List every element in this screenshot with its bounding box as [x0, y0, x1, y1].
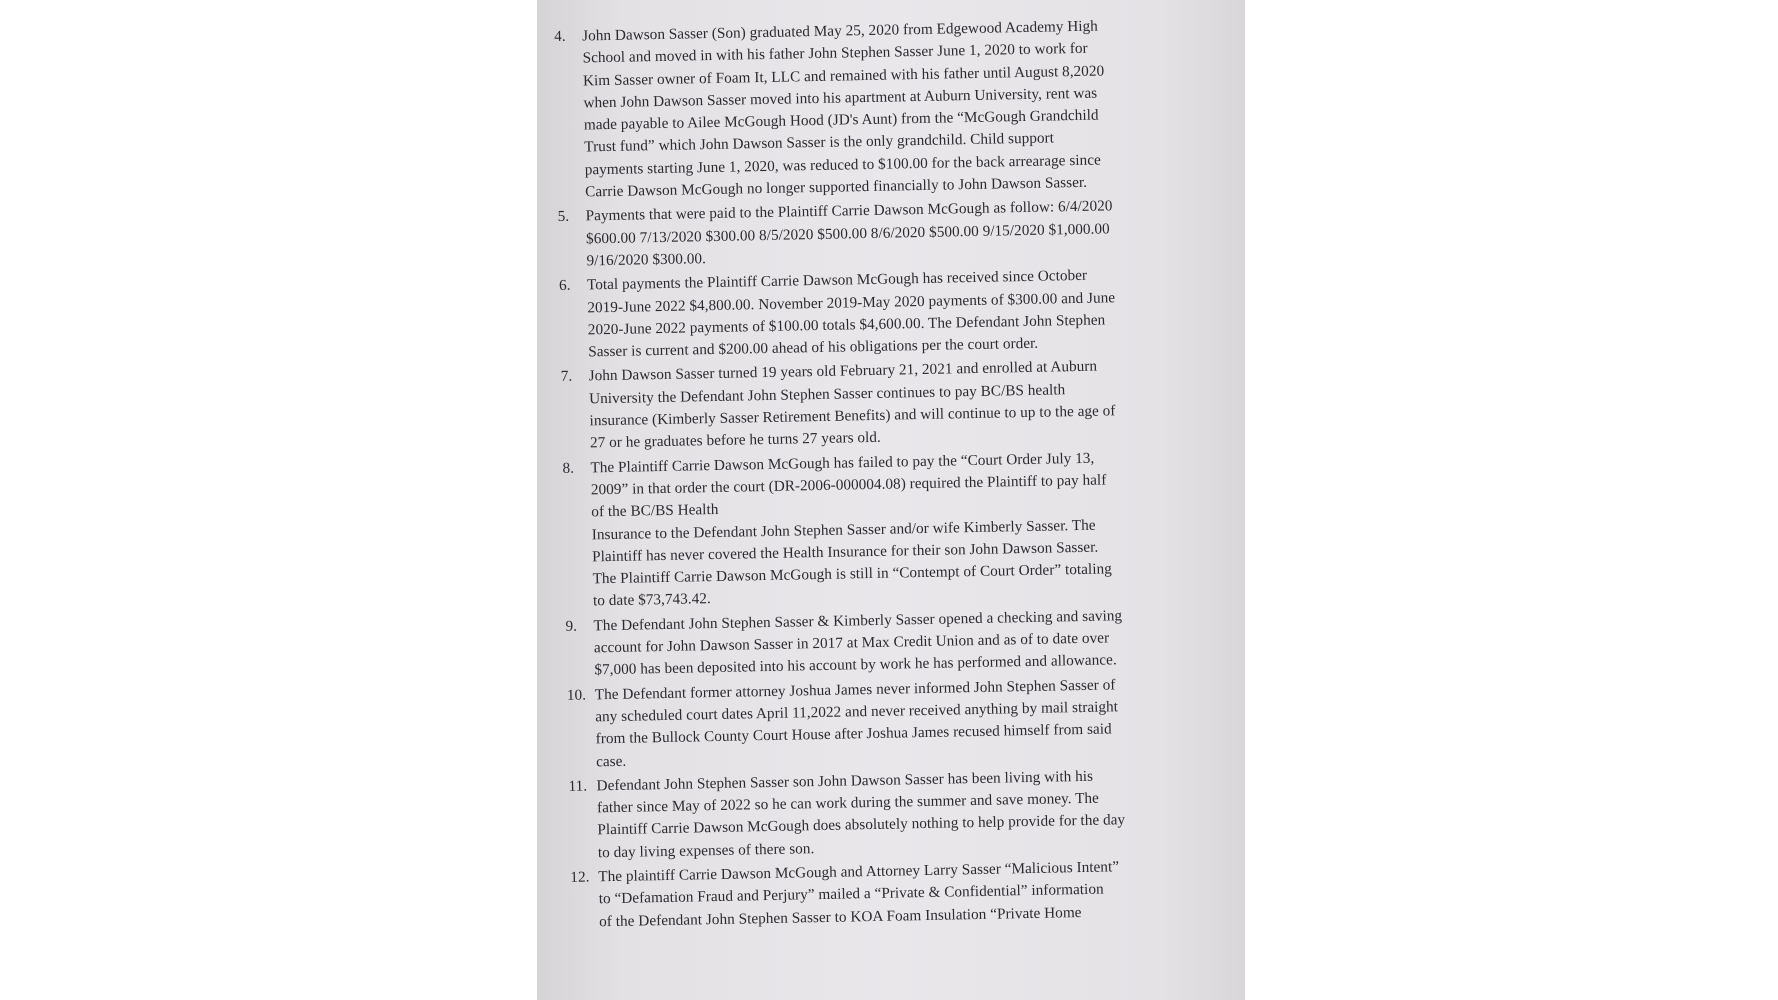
item-text: The plaintiff Carrie Dawson McGough and Attorney Larry Sasser “Malicious Intent” to “Defamation Fraud and Perjury” mailed a “Private & Confidential” information of the Defendant John Stephen Sasser to KOA Foam Insulation “Private Home	[598, 858, 1120, 930]
item-text: The Plaintiff Carrie Dawson McGough has failed to pay the “Court Order July 13, 2009” in that order the court (DR-2006-000004.08) required the Plaintiff to pay half of the BC/BS Health Insurance to the Defendant John Stephen Sasser and/or wife Kimberly Sasser. The Plaintiff has never covered the Health Insurance for their son John Dawson Sasser. The Plaintiff Carrie Dawson McGough is still in “Contempt of Court Order” totaling to date $73,743.42.	[590, 449, 1112, 610]
list-item-4	[554, 13, 1229, 204]
list-item-5	[557, 193, 1230, 273]
numbered-list	[554, 13, 1243, 936]
item-text: Defendant John Stephen Sasser son John Dawson Sasser has been living with his father since May of 2022 so he can work during the summer and save money. The Plaintiff Carrie Dawson McGough does absolutely nothing to help provide for the day to day living expenses of there son.	[596, 767, 1126, 861]
list-item-11	[568, 763, 1242, 865]
item-text: Total payments the Plaintiff Carrie Dawson McGough has received since October 2019-June 2022 $4,800.00. November 2019-May 2020 payments of $300.00 and June 2020-June 2022 payments of $100.00 totals $4,600.00. The Defendant John Stephen Sasser is current and $200.00 ahead of his obligations per the court order.	[586, 267, 1116, 361]
item-number: 5.	[557, 208, 570, 226]
item-number: 9.	[565, 617, 578, 635]
item-number: 7.	[560, 368, 573, 386]
list-item-12	[570, 854, 1243, 934]
item-text: The Defendant former attorney Joshua James never informed John Stephen Sasser of any scheduled court dates April 11,2022 and never received anything by mail straight from the Bullock County Court House after Joshua James recused himself from said case.	[594, 675, 1119, 770]
list-item-7	[561, 353, 1235, 455]
item-number: 11.	[568, 777, 588, 795]
item-number: 10.	[566, 686, 587, 704]
item-text: John Dawson Sasser turned 19 years old February 21, 2021 and enrolled at Auburn University the Defendant John Stephen Sasser continues to pay BC/BS health insurance (Kimberly Sasser Retirement Benefits) and will continue to up to the age of 27 or he graduates before he turns 27 years old.	[588, 358, 1116, 452]
document-page	[537, 0, 1245, 1000]
list-item-9	[565, 603, 1238, 683]
item-number: 6.	[558, 276, 571, 295]
item-number: 4.	[554, 27, 566, 45]
list-item-8	[562, 445, 1237, 614]
item-number: 8.	[562, 459, 575, 477]
item-number: 12.	[570, 868, 590, 886]
list-item-6	[559, 262, 1233, 364]
item-text: John Dawson Sasser (Son) graduated May 25, 2020 from Edgewood Academy High School and moved in with his father John Stephen Sasser June 1, 2020 to work for Kim Sasser owner of Foam It, LLC and remained with his father until August 8,2020 when John Dawson Sasser moved into his apartment at Auburn University, rent was made payable to Ailee McGough Hood (JD's Aunt) from the “McGough Grandchild Trust fund” which John Dawson Sasser is the only grandchild. Child support payments starting June 1, 2020, was reduced to $100.00 for the back arrearage since Carrie Dawson McGough no longer supported financially to John Dawson Sasser.	[582, 17, 1105, 201]
list-item-10	[567, 672, 1241, 774]
item-text: Payments that were paid to the Plaintiff Carrie Dawson McGough as follow: 6/4/2020 $600.00 7/13/2020 $300.00 8/5/2020 $500.00 8/6/2020 $500.00 9/15/2020 $1,000.00 9/16/2020 $300.00.	[585, 197, 1113, 270]
item-text: The Defendant John Stephen Sasser & Kimberly Sasser opened a checking and saving account for John Dawson Sasser in 2017 at Max Credit Union and as of to date over $7,000 has been deposited into his account by work he has performed and allowance.	[593, 606, 1123, 679]
